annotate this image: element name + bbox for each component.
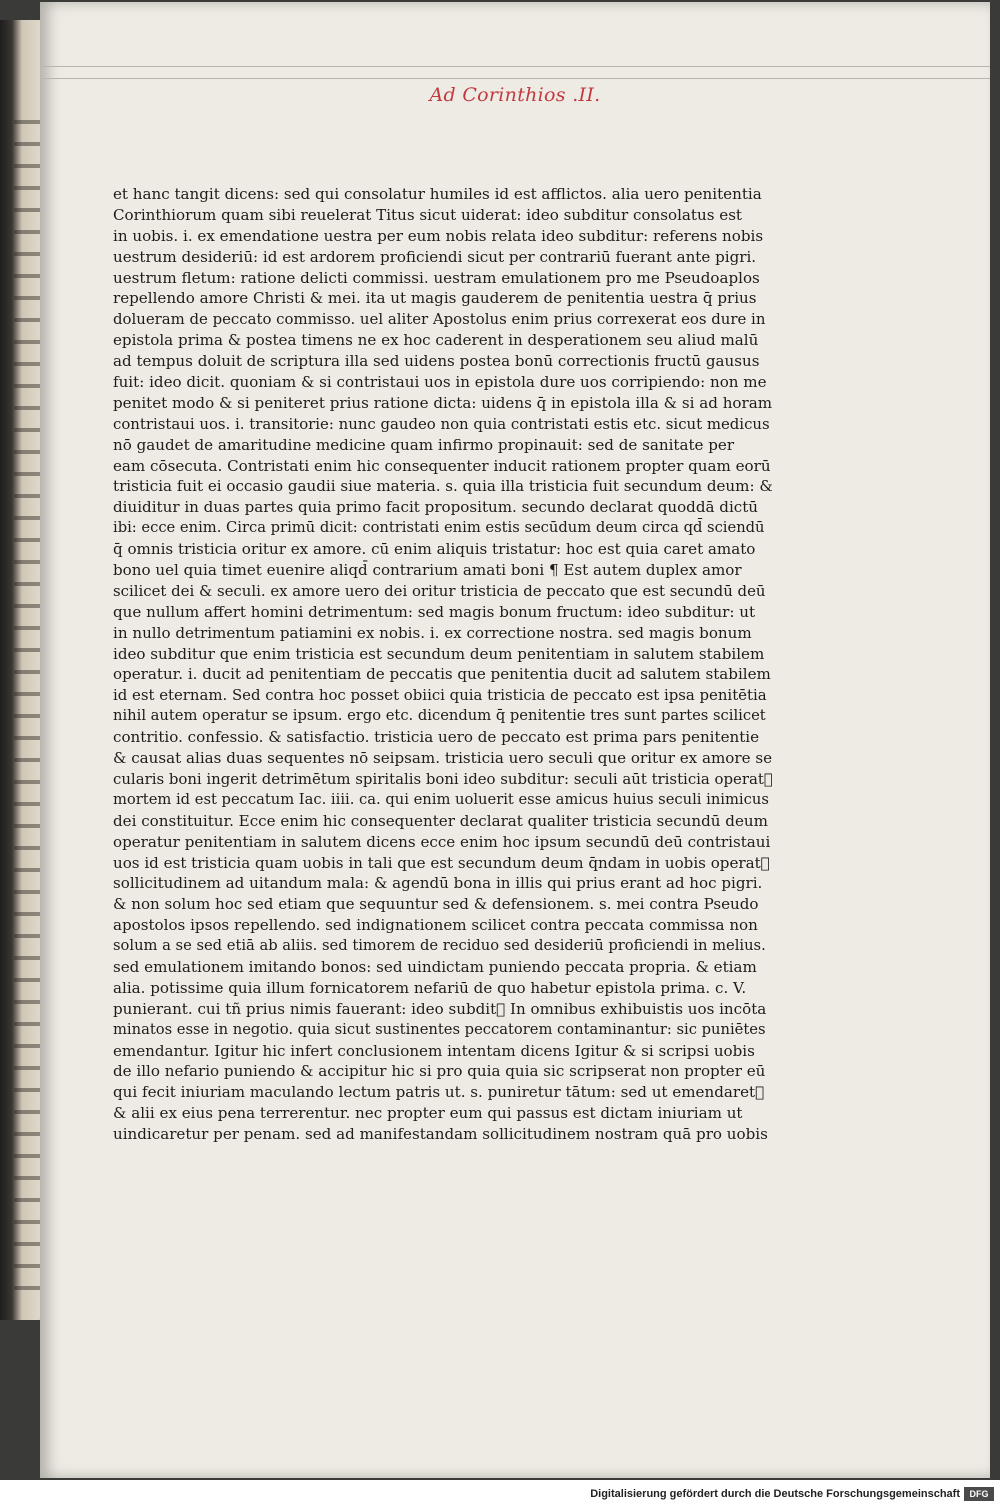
- text-line: dei constituitur. Ecce enim hic consequenter declarat qualiter tristicia secundū deum: [113, 811, 768, 830]
- text-line: alia. potissime quia illum fornicatorem nefariū de quo habetur epistola prima. c. V.: [113, 978, 747, 997]
- text-line: tristicia fuit ei occasio gaudii siue materia. s. quia illa tristicia fuit secundum deum: &: [113, 477, 773, 496]
- dfg-logo-icon: DFG: [964, 1487, 994, 1501]
- text-line: et hanc tangit dicens: sed qui consolatur humiles id est afflictos. alia uero penitentia: [113, 185, 762, 203]
- text-line: minatos esse in negotio. quia sicut sustinentes peccatorem contaminantur: sic puniētes: [113, 1020, 766, 1038]
- text-line: diuiditur in duas partes quia primo facit propositum. secundo declarat quoddā dictū: [113, 498, 759, 517]
- text-line: id est eternam. Sed contra hoc posset obiici quia tristicia de peccato est ipsa penitētia: [113, 686, 767, 705]
- text-line: uestrum desideriū: id est ardorem proficiendi sicut per contrariū fuerant ante pigri.: [113, 247, 757, 266]
- main-text-column: [113, 184, 773, 1145]
- text-line: emendantur. Igitur hic infert conclusionem intentam dicens Igitur & si scripsi uobis: [113, 1041, 755, 1060]
- text-line: Corinthiorum quam sibi reuelerat Titus sicut uiderat: ideo subditur consolatus est: [113, 205, 742, 224]
- text-line: in uobis. i. ex emendatione uestra per eum nobis relata ideo subditur: referens nobis: [113, 226, 764, 245]
- text-line: operatur penitentiam in salutem dicens ecce enim hoc ipsum secundū deū contristaui: [113, 832, 771, 851]
- text-line: bono uel quia timet euenire aliqd̄ contrarium amati boni ¶ Est autem duplex amor: [113, 561, 742, 580]
- text-line: ad tempus doluit de scriptura illa sed uidens postea bonū correctionis fructū gausus: [113, 352, 760, 371]
- text-line: contritio. confessio. & satisfactio. tristicia uero de peccato est prima pars penitentie: [113, 728, 760, 747]
- text-line: nō gaudet de amaritudine medicine quam infirmo propinauit: sed de sanitate per: [113, 435, 735, 454]
- text-line: cularis boni ingerit detrimētum spiritalis boni ideo subditur: seculi aūt tristicia operatᷣ: [113, 769, 773, 788]
- text-line: sollicitudinem ad uitandum mala: & agendū bona in illis qui prius erant ad hoc pigri.: [113, 874, 763, 893]
- text-line: contristaui uos. i. transitorie: nunc gaudeo non quia contristati estis etc. sicut medicus: [113, 414, 770, 433]
- text-line: que nullum affert homini detrimentum: sed magis bonum fructum: ideo subditur: ut: [113, 602, 756, 621]
- running-head: Ad Corinthios .II.: [429, 84, 601, 106]
- text-line: punierant. cui tñ prius nimis fauerant: ideo subditᷣ In omnibus exhibuistis uos incōta: [113, 999, 767, 1018]
- text-line: epistola prima & postea timens ne ex hoc caderent in desperationem seu aliud malū: [113, 331, 759, 350]
- text-line: operatur. i. ducit ad penitentiam de peccatis que penitentia ducit ad salutem stabilem: [113, 665, 771, 684]
- text-line: & causat alias duas sequentes nō seipsam. tristicia uero seculi que oritur ex amore se: [113, 749, 773, 768]
- text-line: uindicaretur per penam. sed ad manifestandam sollicitudinem nostram quā pro uobis: [113, 1125, 768, 1144]
- footer-bar: [0, 1480, 1000, 1508]
- top-rule: [40, 66, 990, 67]
- text-line: & alii ex eius pena terrerentur. nec propter eum qui passus est dictam iniuriam ut: [113, 1104, 743, 1123]
- text-line: qui fecit iniuriam maculando lectum patris ut. s. puniretur tātum: sed ut emendaretᷣ: [113, 1083, 765, 1102]
- text-line: & non solum hoc sed etiam que sequuntur sed & defensionem. s. mei contra Pseudo: [113, 895, 759, 914]
- text-line: penitet modo & si peniteret prius ratione dicta: uidens q̄ in epistola illa & si ad horam: [113, 393, 773, 412]
- text-line: fuit: ideo dicit. quoniam & si contristaui uos in epistola dure uos corripiendo: non me: [113, 373, 767, 392]
- text-line: ibi: ecce enim. Circa primū dicit: contristati enim estis secūdum deum circa qd̄ sciendū: [113, 519, 765, 537]
- text-line: in nullo detrimentum patiamini ex nobis. i. ex correctione nostra. sed magis bonum: [113, 623, 752, 642]
- text-line: nihil autem operatur se ipsum. ergo etc. dicendum q̄ penitentie tres sunt partes scilicet: [113, 707, 766, 725]
- text-line: sed emulationem imitando bonos: sed uindictam puniendo peccata propria. & etiam: [113, 957, 757, 976]
- text-line: uestrum fletum: ratione delicti commissi. uestram emulationem pro me Pseudoaplos: [113, 268, 760, 287]
- text-line: repellendo amore Christi & mei. ita ut magis gauderem de penitentia uestra q̄ prius: [113, 289, 757, 308]
- text-line: ideo subditur que enim tristicia est secundum deum penitentiam in salutem stabilem: [113, 644, 765, 663]
- text-line: scilicet dei & seculi. ex amore uero dei oritur tristicia de peccato que est secundū deū: [113, 581, 766, 600]
- text-line: eam cōsecuta. Contristati enim hic consequenter inducit rationem propter quam eorū: [113, 456, 771, 475]
- text-line: apostolos ipsos repellendo. sed indignationem scilicet contra peccata commissa non: [113, 916, 758, 935]
- funding-notice: Digitalisierung gefördert durch die Deutsche Forschungsgemeinschaft: [590, 1488, 960, 1500]
- top-rule-inner: [40, 78, 990, 79]
- text-line: q̄ omnis tristicia oritur ex amore. cū enim aliquis tristatur: hoc est quia caret amato: [113, 540, 756, 559]
- book-page: [40, 2, 990, 1478]
- text-line: solum a se sed etiā ab aliis. sed timorem de reciduo sed desideriū proficiendi in melius.: [113, 937, 766, 955]
- text-line: de illo nefario puniendo & accipitur hic si pro quia quia sic scripserat non propter eū: [113, 1062, 766, 1081]
- text-line: uos id est tristicia quam uobis in tali que est secundum deum q̄ndam in uobis operatᷣ: [113, 853, 770, 872]
- text-line: mortem id est peccatum Iac. iiii. ca. qui enim uoluerit esse amicus huius seculi inimicus: [113, 790, 769, 808]
- text-line: dolueram de peccato commisso. uel aliter Apostolus enim prius correxerat eos dure in: [113, 310, 766, 329]
